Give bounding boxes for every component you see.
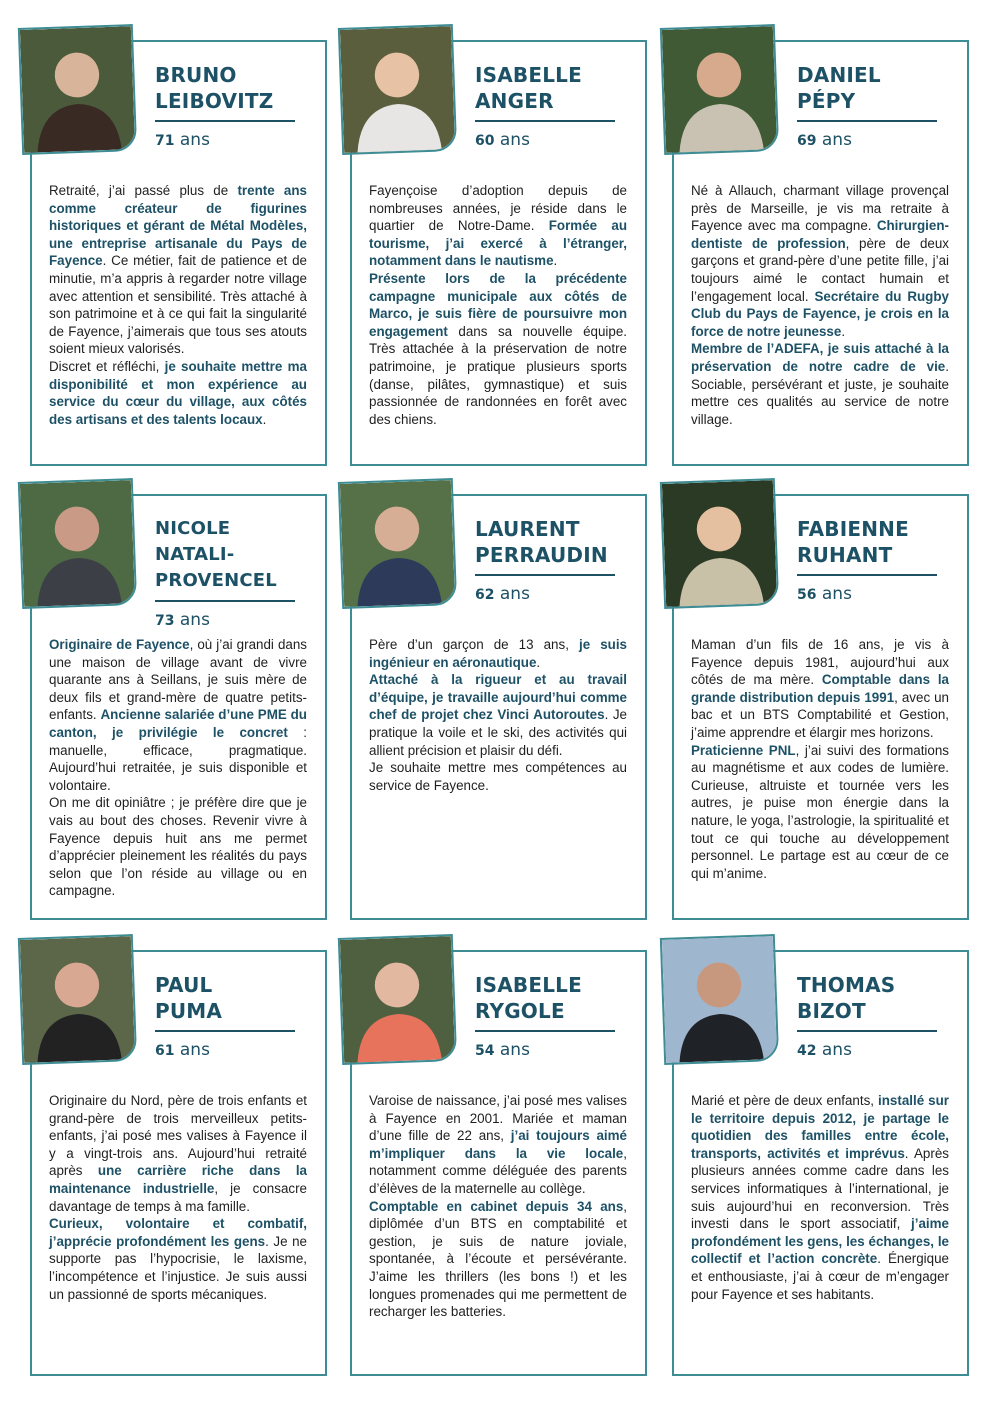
portrait-photo [18,24,137,155]
card-header [797,972,937,1060]
bio-text: Retraité, j’ai passé plus de [49,183,238,198]
card-header [155,972,295,1060]
bio-highlight: Secrétaire du Rugby Club du Pays de Fayence, je crois en la force de notre jeunesse [691,288,949,339]
bio-text: , je consacre davantage de temps à ma famille. [49,1180,308,1214]
portrait-photo [660,934,779,1065]
person-silhouette-icon [20,26,135,153]
bio-text: , père de deux garçons et grand-père d’une petite fille, j’ai toujours aimé le contact humain et l’engagement local. [691,235,949,304]
bio-highlight: une carrière riche dans la maintenance industrielle [49,1163,307,1196]
candidate-bio [369,1092,627,1321]
candidate-bio [369,636,627,794]
bio-text: Fayençoise d’adoption depuis de nombreuses années, je réside dans le quartier de Notre-Dame. [369,183,627,234]
candidate-last-name: PUMA [155,999,223,1023]
person-silhouette-icon [20,936,135,1063]
bio-highlight: installé sur le territoire depuis 2012, je partage le quotidien des familles entre école, transports, activités et imprévus [691,1093,949,1161]
candidate-first-name: PAUL [155,973,213,997]
header-divider [155,1030,295,1032]
portrait-photo [338,24,457,155]
candidate-card-bruno-leibovitz [20,26,327,466]
bio-text: : manuelle, efficace, pragmatique. Aujourd’hui retraitée, je suis disponible et volontaire. [49,724,307,793]
candidate-card-daniel-p-py [662,26,969,466]
person-silhouette-icon [662,26,777,153]
bio-highlight: je souhaite mettre ma disponibilité et mon expérience au service du cœur du village, aux côtés des artisans et des talents locaux [49,358,307,427]
bio-text: Je souhaite mettre mes compétences au service de Fayence. [369,760,627,793]
header-divider [475,574,615,576]
portrait-photo [660,24,779,155]
bio-paragraph [49,1215,307,1303]
bio-text: On me dit opiniâtre ; je préfère dire que je vais au bout des choses. Revenir vivre à Fayence depuis huit ans me permet d’apprécier pleinement les réalités du pays selon que l’on réside au village ou en campagne. [49,795,307,899]
card-header [797,62,937,150]
bio-text: . [553,253,558,269]
person-silhouette-icon [662,936,777,1063]
bio-highlight: je suis ingénieur en aéronautique [369,637,628,670]
bio-paragraph [49,182,307,358]
candidate-age: 69 ans [797,130,852,150]
candidate-first-name: DANIEL [797,63,881,87]
person-silhouette-icon [340,480,455,607]
candidate-first-name: THOMAS [797,973,896,997]
bio-text: Marié et père de deux enfants, [691,1093,879,1108]
candidate-first-name: ISABELLE [475,973,582,997]
candidate-last-name: PROVENCEL [155,570,277,591]
bio-text: Né à Allauch, charmant village provençal près de Marseille, je vis ma retraite à Fayence avec ma compagne. [691,183,949,234]
bio-paragraph [369,1198,627,1321]
candidate-age: 42 ans [797,1040,852,1060]
candidate-card-paul-puma [20,936,327,1376]
candidate-age: 54 ans [475,1040,530,1060]
card-header [475,516,615,604]
bio-text: dans sa nouvelle équipe. Très attachée à la préservation de notre patrimoine, je pratique plusieurs sports (danse, pilâtes, gymnastique) et suis passionnée de randonnées en forêt avec des chiens. [369,323,627,427]
bio-text: Père d’un garçon de 13 ans, [369,637,579,652]
bio-highlight: Attaché à la rigueur et au travail d’équipe, je travaille aujourd’hui comme chef de projet chez Vinci Autoroutes [369,672,627,723]
candidate-bio [49,636,307,900]
person-silhouette-icon [20,480,135,607]
candidate-card-fabienne-ruhant [662,480,969,920]
candidate-age: 71 ans [155,130,210,150]
bio-text: . [262,411,267,427]
person-silhouette-icon [662,480,777,607]
bio-highlight: Comptable dans la grande distribution depuis 1991 [691,672,949,705]
bio-highlight: Comptable en cabinet depuis 34 ans [369,1198,624,1214]
bio-highlight: Ancienne salariée d’une PME du canton, je privilégie le concret [49,707,307,740]
portrait-photo [660,478,779,609]
bio-highlight: Formée au tourisme, j’ai exercé à l’étranger, notamment dans le nautisme [369,218,627,269]
bio-text: . Après plusieurs années comme cadre dans les services informatiques à l’international, je suis aujourd’hui en reconversion. Très investi dans le sport associatif, [691,1145,949,1232]
candidate-last-name: ANGER [475,89,554,113]
portrait-photo [18,478,137,609]
candidate-last-name: PÉPY [797,89,856,113]
bio-highlight: trente ans comme créateur de figurines historiques et gérant de Métal Modèles, une entreprise artisanale du Pays de Fayence [49,183,308,269]
header-divider [155,600,295,602]
bio-text: . Je pratique la voile et le ski, des activités qui allient précision et plaisir du défi. [369,707,627,758]
bio-paragraph [49,358,307,428]
candidate-last-name: LEIBOVITZ [155,89,274,113]
candidate-bio [49,182,307,428]
bio-paragraph [691,1092,949,1303]
candidate-bio [691,1092,949,1303]
portrait-photo [338,934,457,1065]
bio-paragraph [691,182,949,340]
person-silhouette-icon [340,936,455,1063]
candidate-last-name: BIZOT [797,999,866,1023]
bio-paragraph [691,340,949,428]
bio-highlight: Membre de l’ADEFA, je suis attaché à la préservation de notre cadre de vie [691,341,949,374]
header-divider [475,1030,615,1032]
candidate-bio [691,636,949,882]
candidate-card-laurent-perraudin [340,480,647,920]
candidate-first-name: NICOLE NATALI- [155,518,235,565]
bio-highlight: Présente lors de la précédente campagne municipale aux côtés de Marco, je suis fière de poursuivre mon engagement [369,270,627,339]
bio-text: , où j’ai grandi dans une maison de village avant de vivre quarante ans à Seillans, je suis mère de deux fils et grand-mère de quatre petits-enfants. [49,637,307,723]
candidate-first-name: LAURENT [475,517,580,541]
bio-text: . Je ne supporte pas l’hypocrisie, le laxisme, l’incompétence et l’injustice. Je suis aussi un passionné de sports mécaniques. [49,1233,308,1302]
card-header [475,972,615,1060]
bio-highlight: j’ai toujours aimé m’impliquer dans la vie locale [369,1128,627,1161]
header-divider [155,120,295,122]
candidate-card-thomas-bizot [662,936,969,1376]
bio-highlight: j’aime profondément les gens, les échanges, le collectif et l’action concrète [691,1216,949,1267]
candidate-last-name: RUHANT [797,543,893,567]
candidate-age: 73 ans [155,610,210,630]
header-divider [797,574,937,576]
bio-text: Varoise de naissance, j’ai posé mes valises à Fayence en 2001. Mariée et maman d’une fille de 22 ans, [369,1093,627,1144]
candidate-age: 62 ans [475,584,530,604]
bio-paragraph [369,759,627,794]
candidate-age: 61 ans [155,1040,210,1060]
bio-text: . Énergique et enthousiaste, j’ai à cœur de m’engager pour Fayence et ses habitants. [691,1251,949,1302]
header-divider [797,120,937,122]
bio-text: . [536,654,541,670]
person-silhouette-icon [340,26,455,153]
bio-paragraph [369,270,627,428]
bio-paragraph [369,671,627,759]
candidate-card-isabelle-anger [340,26,647,466]
bio-paragraph [691,636,949,742]
candidate-age: 60 ans [475,130,530,150]
candidate-last-name: RYGOLE [475,999,565,1023]
bio-text: . [841,323,846,339]
portrait-photo [338,478,457,609]
card-header [797,516,937,604]
header-divider [797,1030,937,1032]
bio-text: . Ce métier, fait de patience et de minutie, m’a appris à regarder notre village avec attention et sensibilité. Très attaché à son patrimoine et à ce qui fait la singularité de Fayence, j’aimerais que tous ses atouts soient mieux valorisés. [49,253,307,357]
bio-highlight: Originaire de Fayence [49,637,190,652]
candidate-first-name: FABIENNE [797,517,909,541]
bio-paragraph [369,636,627,671]
candidate-card-isabelle-rygole [340,936,647,1376]
candidate-first-name: BRUNO [155,63,237,87]
bio-paragraph [49,1092,307,1215]
bio-highlight: Curieux, volontaire et combatif, j’apprécie profondément les gens [49,1216,307,1249]
bio-highlight: Praticienne PNL [691,742,796,758]
portrait-photo [18,934,137,1065]
bio-text: , j’ai suivi des formations au magnétisme et aux codes de lumière. Curieuse, altruiste et tournée vers les autres, je puise mon énergie dans la nature, le yoga, l’astrologie, la spiritualité et tout ce qui touche au développement personnel. Le partage est au cœur de ce qui m’anime. [691,742,949,881]
card-header [155,62,295,150]
bio-paragraph [49,794,307,900]
header-divider [475,120,615,122]
bio-paragraph [49,636,307,794]
bio-text: Originaire du Nord, père de trois enfants et grand-père de trois merveilleux petits-enfants, j’ai posé mes valises à Fayence il y a vingt-trois ans. Aujourd’hui retraité après [49,1093,307,1179]
candidate-bio [49,1092,307,1303]
bio-highlight: Chirurgien-dentiste de profession [691,218,949,251]
card-header [155,516,295,630]
bio-paragraph [691,742,949,883]
candidate-bio [691,182,949,428]
bio-text: Discret et réfléchi, [49,358,165,374]
bio-paragraph [369,182,627,270]
bio-text: , notamment comme déléguée des parents d’élèves de la maternelle au collège. [369,1145,627,1196]
bio-text: Maman d’un fils de 16 ans, je vis à Fayence depuis 1981, aujourd’hui aux côtés de ma mère. [691,637,949,688]
bio-text: , avec un bac et un BTS Comptabilité et Gestion, j’aime apprendre et élargir mes horizons. [691,689,950,740]
bio-text: , diplômée d’un BTS en comptabilité et gestion, je suis de nature joviale, spontanée, à l’écoute et persévérante. J’aime les thrillers (les bons !) et les longues promenades qui me permettent de recharger les batteries. [369,1198,627,1320]
candidate-age: 56 ans [797,584,852,604]
candidate-last-name: PERRAUDIN [475,543,608,567]
candidate-bio [369,182,627,428]
card-header [475,62,615,150]
candidate-first-name: ISABELLE [475,63,582,87]
bio-text: . Sociable, persévérant et juste, je souhaite mettre ces qualités au service de notre village. [691,358,949,427]
bio-paragraph [369,1092,627,1198]
candidate-card-nicole-natali-provencel [20,480,327,920]
